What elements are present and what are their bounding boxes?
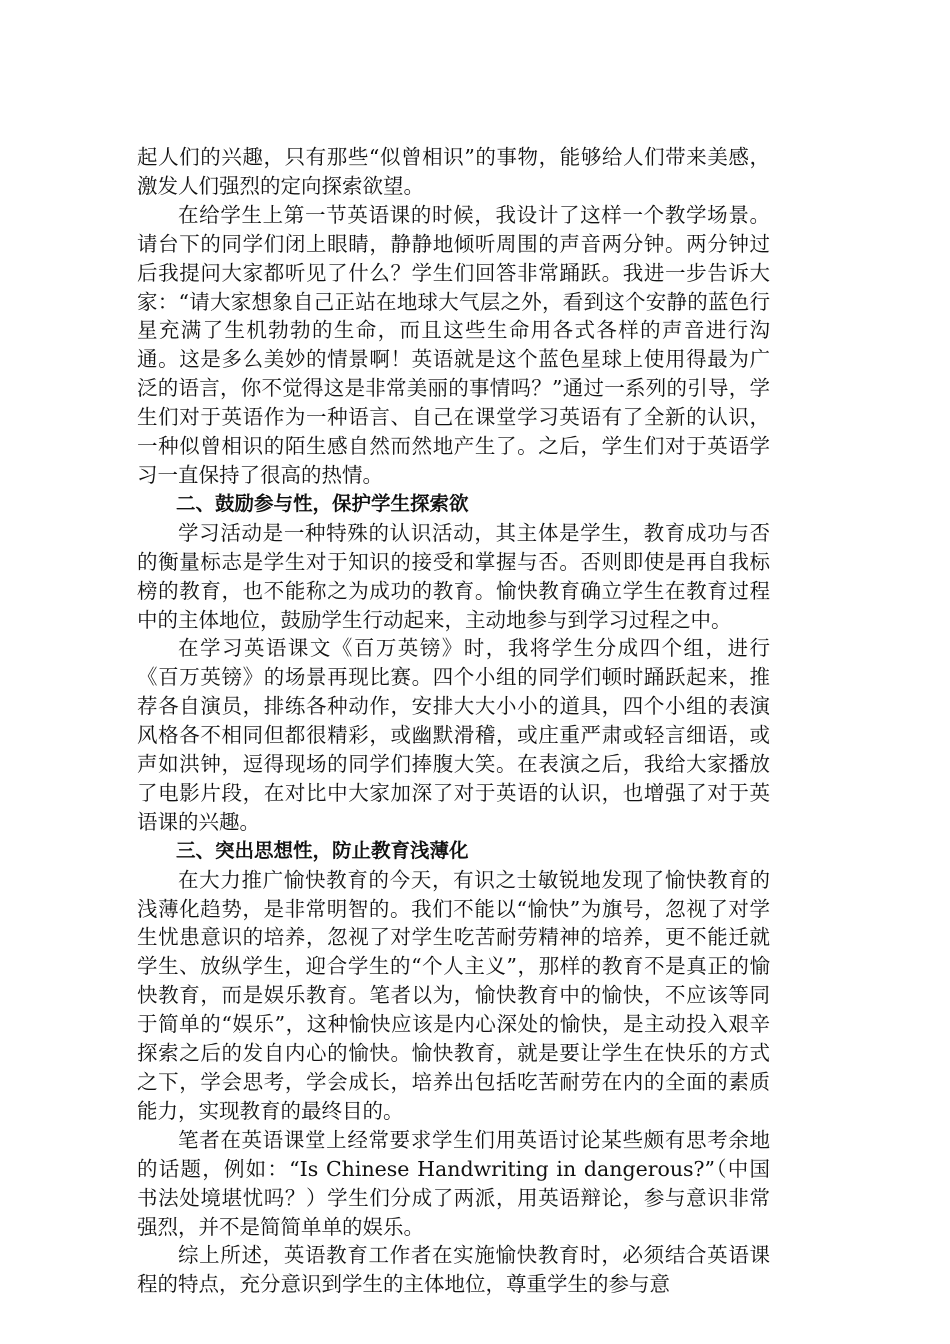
body-paragraph: 在给学生上第一节英语课的时候，我设计了这样一个教学场景。请台下的同学们闭上眼睛，静静地倾听周围的声音两分钟。两分钟过后我提问大家都听见了什么？学生们回答非常踊跃。我进一步告诉大家：“请大家想象自己正站在地球大气层之外，看到这个安静的蓝色行星充满了生机勃勃的生命，而且这些生命用各式各样的声音进行沟通。这是多么美妙的情景啊！英语就是这个蓝色星球上使用得最为广泛的语言，你不觉得这是非常美丽的事情吗？”通过一系列的引导，学生们对于英语作为一种语言、自己在课堂学习英语有了全新的认识，一种似曾相识的陌生感自然而然地产生了。之后，学生们对于英语学习一直保持了很高的热情。 [137,202,770,487]
body-paragraph: 笔者在英语课堂上经常要求学生们用英语讨论某些颇有思考余地的话题，例如：“Is Chinese Handwriting in dangerous?”（中国书法处境堪忧吗？）学生们分成了两派，用英语辩论，参与意识非常强烈，并不是简简单单的娱乐。 [137,1127,770,1239]
body-paragraph: 学习活动是一种特殊的认识活动，其主体是学生，教育成功与否的衡量标志是学生对于知识的接受和掌握与否。否则即使是再自我标榜的教育，也不能称之为成功的教育。愉快教育确立学生在教育过程中的主体地位，鼓励学生行动起来，主动地参与到学习过程之中。 [137,520,770,632]
body-paragraph: 在学习英语课文《百万英镑》时，我将学生分成四个组，进行《百万英镑》的场景再现比赛。四个小组的同学们顿时踊跃起来，推荐各自演员，排练各种动作，安排大大小小的道具，四个小组的表演风格各不相同但都很精彩，或幽默滑稽，或庄重严肃或轻言细语，或声如洪钟，逗得现场的同学们捧腹大笑。在表演之后，我给大家播放了电影片段，在对比中大家加深了对于英语的认识，也增强了对于英语课的兴趣。 [137,636,770,834]
body-paragraph: 综上所述，英语教育工作者在实施愉快教育时，必须结合英语课程的特点，充分意识到学生的主体地位，尊重学生的参与意 [137,1243,770,1297]
section-heading: 二、鼓励参与性，保护学生探索欲 [176,491,469,515]
body-paragraph: 在大力推广愉快教育的今天，有识之士敏锐地发现了愉快教育的浅薄化趋势，是非常明智的。我们不能以“愉快”为旗号，忽视了对学生忧患意识的培养，忽视了对学生吃苦耐劳精神的培养，更不能迁就学生、放纵学生，迎合学生的“个人主义”，那样的教育不是真正的愉快教育，而是娱乐教育。笔者以为，愉快教育中的愉快，不应该等同于简单的“娱乐”，这种愉快应该是内心深处的愉快，是主动投入艰辛探索之后的发自内心的愉快。愉快教育，就是要让学生在快乐的方式之下，学会思考，学会成长，培养出包括吃苦耐劳在内的全面的素质能力，实现教育的最终目的。 [137,867,770,1123]
section-heading: 三、突出思想性，防止教育浅薄化 [176,838,469,862]
body-paragraph: 起人们的兴趣，只有那些“似曾相识”的事物，能够给人们带来美感，激发人们强烈的定向探索欲望。 [137,145,770,198]
document-page [137,143,770,1299]
